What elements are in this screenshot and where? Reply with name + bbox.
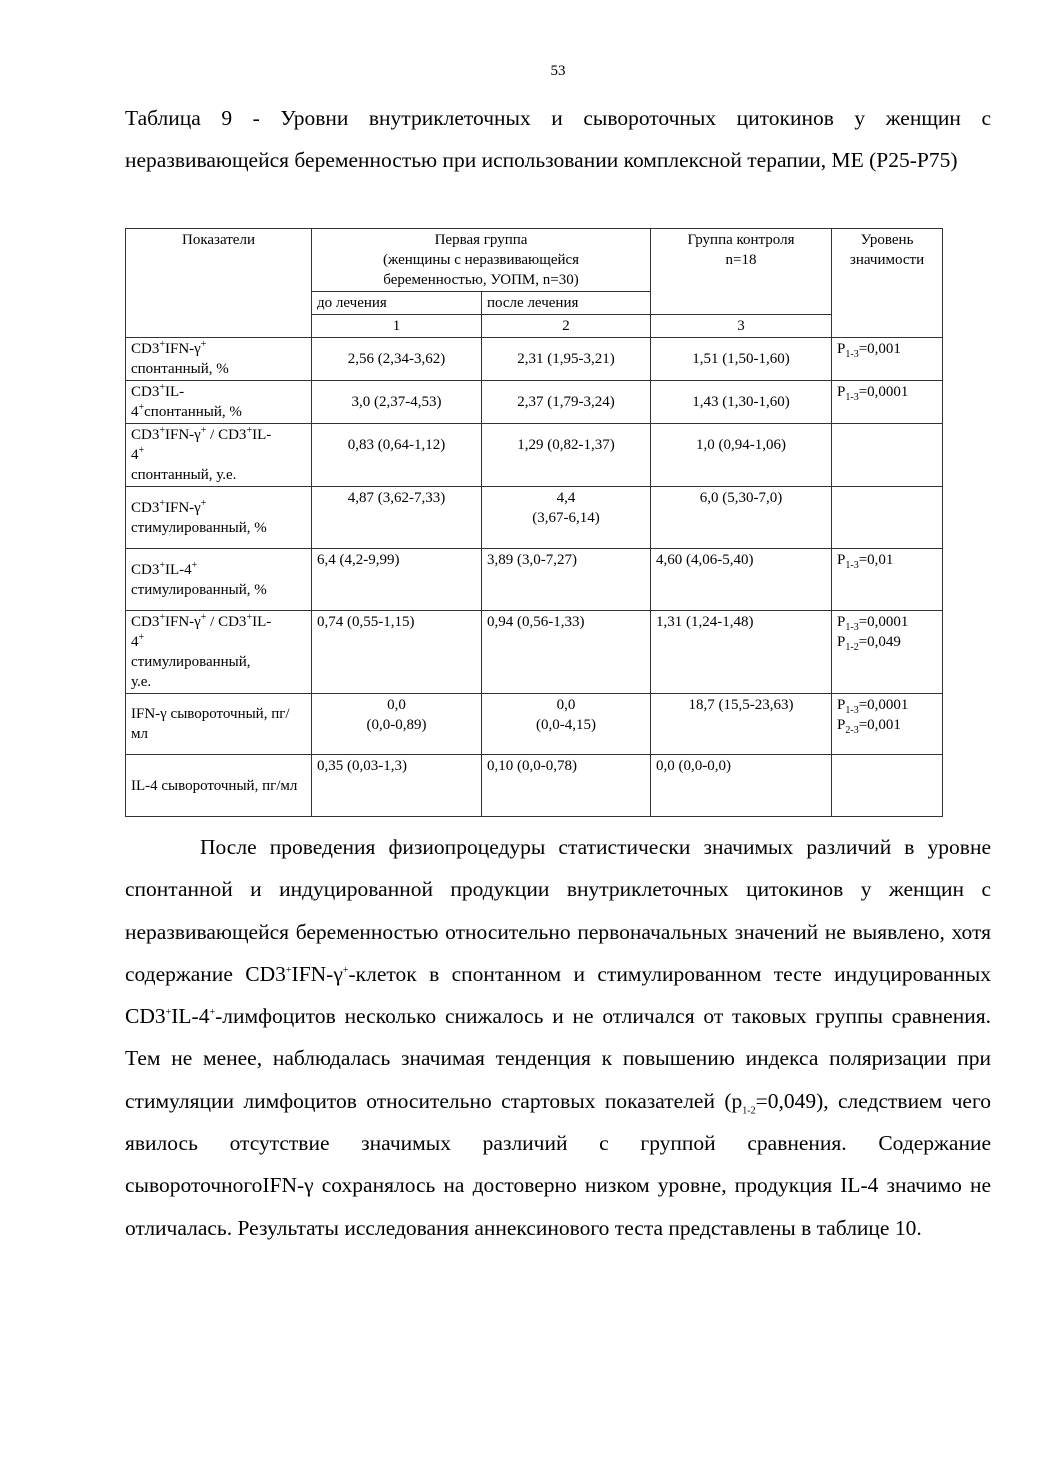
header-col1: 1 <box>312 315 482 338</box>
table-row <box>126 755 943 817</box>
cell-control: 1,0 (0,94-1,06) <box>651 424 832 487</box>
table-row <box>126 487 943 549</box>
cell-after: 4,4 (3,67-6,14) <box>482 487 651 549</box>
table-row <box>126 338 943 381</box>
body-paragraph <box>125 826 991 1249</box>
cell-before: 0,74 (0,55-1,15) <box>312 611 482 694</box>
header-col3: 3 <box>651 315 832 338</box>
cell-after: 0,0 (0,0-4,15) <box>482 694 651 755</box>
cell-control: 4,60 (4,06-5,40) <box>651 549 832 611</box>
cell-control: 1,43 (1,30-1,60) <box>651 381 832 424</box>
cytokine-table <box>125 228 943 817</box>
header-indicators: Показатели <box>126 229 312 338</box>
table-caption: Таблица 9 - Уровни внутриклеточных и сывороточных цитокинов у женщин с неразвивающейся беременностью при использовании комплексной терапии, МЕ (P25-P75) <box>125 106 991 172</box>
header-before: до лечения <box>312 292 482 315</box>
table-row <box>126 694 943 755</box>
cell-control: 18,7 (15,5-23,63) <box>651 694 832 755</box>
header-control: Группа контроля n=18 <box>651 229 832 315</box>
page-number: 53 <box>550 63 566 79</box>
row-label: IL-4 сывороточный, пг/мл <box>126 755 312 817</box>
cell-control: 1,51 (1,50-1,60) <box>651 338 832 381</box>
row-label: CD3+IFN-γ+ спонтанный, % <box>126 338 312 381</box>
cell-after: 3,89 (3,0-7,27) <box>482 549 651 611</box>
table-row <box>126 611 943 694</box>
cell-significance: $P_{1-3}=0,0001$ <box>832 381 943 424</box>
cell-before: 0,35 (0,03-1,3) <box>312 755 482 817</box>
header-after: после лечения <box>482 292 651 315</box>
row-label: CD3+IFN-γ+ / CD3+IL- 4+ спонтанный, у.е. <box>126 424 312 487</box>
cell-before: 0,0 (0,0-0,89) <box>312 694 482 755</box>
cell-significance <box>832 755 943 817</box>
cell-significance <box>832 487 943 549</box>
body-text-content: После проведения физиопроцедуры статистически значимых различий в уровне спонтанной и индуцированной продукции внутриклеточных цитокинов у женщин с неразвивающейся беременностью относительно первоначальных значений не выявлено, хотя содержание CD3+IFN-γ+-клеток в спонтанном и стимулированном тесте индуцированных CD3+IL-4+-лимфоцитов несколько снижалось и не отличался от таковых группы сравнения. Тем не менее, наблюдалась значимая тенденция к повышению индекса поляризации при стимуляции лимфоцитов относительно стартовых показателей $(p_{1-2}=0,049)$, следствием чего явилось отсутствие значимых различий с группой сравнения. Содержание сывороточногоIFN-γ сохранялось на достоверно низком уровне, продукция IL-4 значимо не отличалась. Результаты исследования аннексинового теста представлены в таблице 10. <box>125 835 991 1240</box>
row-label: CD3+IFN-γ+ стимулированный, % <box>126 487 312 549</box>
cell-after: 1,29 (0,82-1,37) <box>482 424 651 487</box>
cell-significance <box>832 424 943 487</box>
cell-control: 1,31 (1,24-1,48) <box>651 611 832 694</box>
cell-control: 0,0 (0,0-0,0) <box>651 755 832 817</box>
cell-control: 6,0 (5,30-7,0) <box>651 487 832 549</box>
cell-after: 2,31 (1,95-3,21) <box>482 338 651 381</box>
row-label: CD3+IL- 4+спонтанный, % <box>126 381 312 424</box>
row-label: IFN-γ сывороточный, пг/мл <box>126 694 312 755</box>
cell-after: 0,94 (0,56-1,33) <box>482 611 651 694</box>
row-label: CD3+IFN-γ+ / CD3+IL- 4+ стимулированный, у.е. <box>126 611 312 694</box>
header-col2: 2 <box>482 315 651 338</box>
header-significance: Уровень значимости <box>832 229 943 338</box>
cell-after: 2,37 (1,79-3,24) <box>482 381 651 424</box>
table-row <box>126 381 943 424</box>
cell-significance: $P_{1-3}=0,0001$ $P_{1-2}=0,049$ <box>832 611 943 694</box>
cell-before: 4,87 (3,62-7,33) <box>312 487 482 549</box>
cell-significance: $P_{1-3}=0,0001$ $P_{2-3}=0,001$ <box>832 694 943 755</box>
cell-before: 2,56 (2,34-3,62) <box>312 338 482 381</box>
table-row <box>126 549 943 611</box>
cell-before: 3,0 (2,37-4,53) <box>312 381 482 424</box>
row-label: CD3+IL-4+ стимулированный, % <box>126 549 312 611</box>
cell-after: 0,10 (0,0-0,78) <box>482 755 651 817</box>
header-row <box>126 229 943 292</box>
cell-before: 0,83 (0,64-1,12) <box>312 424 482 487</box>
table-row <box>126 424 943 487</box>
header-group1: Первая группа (женщины с неразвивающейся беременностью, УОПМ, n=30) <box>312 229 651 292</box>
cell-significance: $P_{1-3}=0,001$ <box>832 338 943 381</box>
cell-before: 6,4 (4,2-9,99) <box>312 549 482 611</box>
cell-significance: $P_{1-3}=0,01$ <box>832 549 943 611</box>
